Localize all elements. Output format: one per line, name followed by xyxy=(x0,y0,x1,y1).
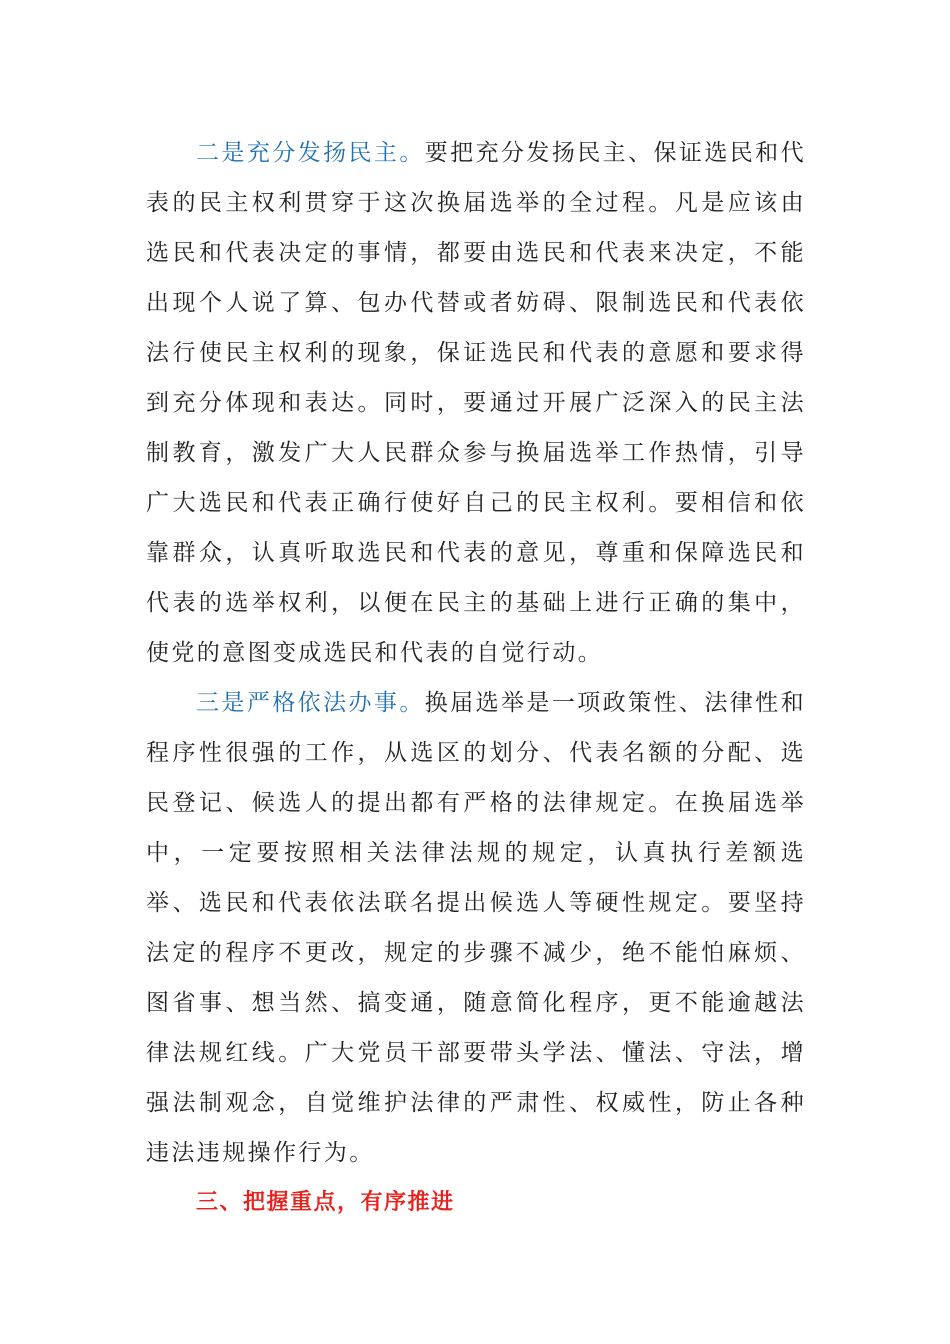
paragraph-text: 换届选举是一项政策性、法律性和程序性很强的工作，从选区的划分、代表名额的分配、选民登记、候选人的提出都有严格的法律规定。在换届选举中，一定要按照相关法律法规的规定，认真执行差额选举、选民和代表依法联名提出候选人等硬性规定。要坚持法定的程序不更改，规定的步骤不减少，绝不能怕麻烦、图省事、想当然、搞变通，随意简化程序，更不能逾越法律法规红线。广大党员干部要带头学法、懂法、守法，增强法制观念，自觉维护法律的严肃性、权威性，防止各种违法违规操作行为。 xyxy=(146,690,807,1166)
document-body xyxy=(146,128,806,1228)
paragraph-lead: 三是严格依法办事。 xyxy=(196,690,425,716)
section-heading: 三、把握重点，有序推进 xyxy=(196,1190,455,1215)
paragraph-act-by-law xyxy=(146,678,806,1178)
paragraph-lead: 二是充分发扬民主。 xyxy=(196,140,425,166)
paragraph-promote-democracy xyxy=(146,128,806,678)
paragraph-text: 要把充分发扬民主、保证选民和代表的民主权利贯穿于这次换届选举的全过程。凡是应该由选民和代表决定的事情，都要由选民和代表来决定，不能出现个人说了算、包办代替或者妨碍、限制选民和代表依法行使民主权利的现象，保证选民和代表的意愿和要求得到充分体现和表达。同时，要通过开展广泛深入的民主法制教育，激发广大人民群众参与换届选举工作热情，引导广大选民和代表正确行使好自己的民主权利。要相信和依靠群众，认真听取选民和代表的意见，尊重和保障选民和代表的选举权利，以便在民主的基础上进行正确的集中，使党的意图变成选民和代表的自觉行动。 xyxy=(146,140,807,666)
